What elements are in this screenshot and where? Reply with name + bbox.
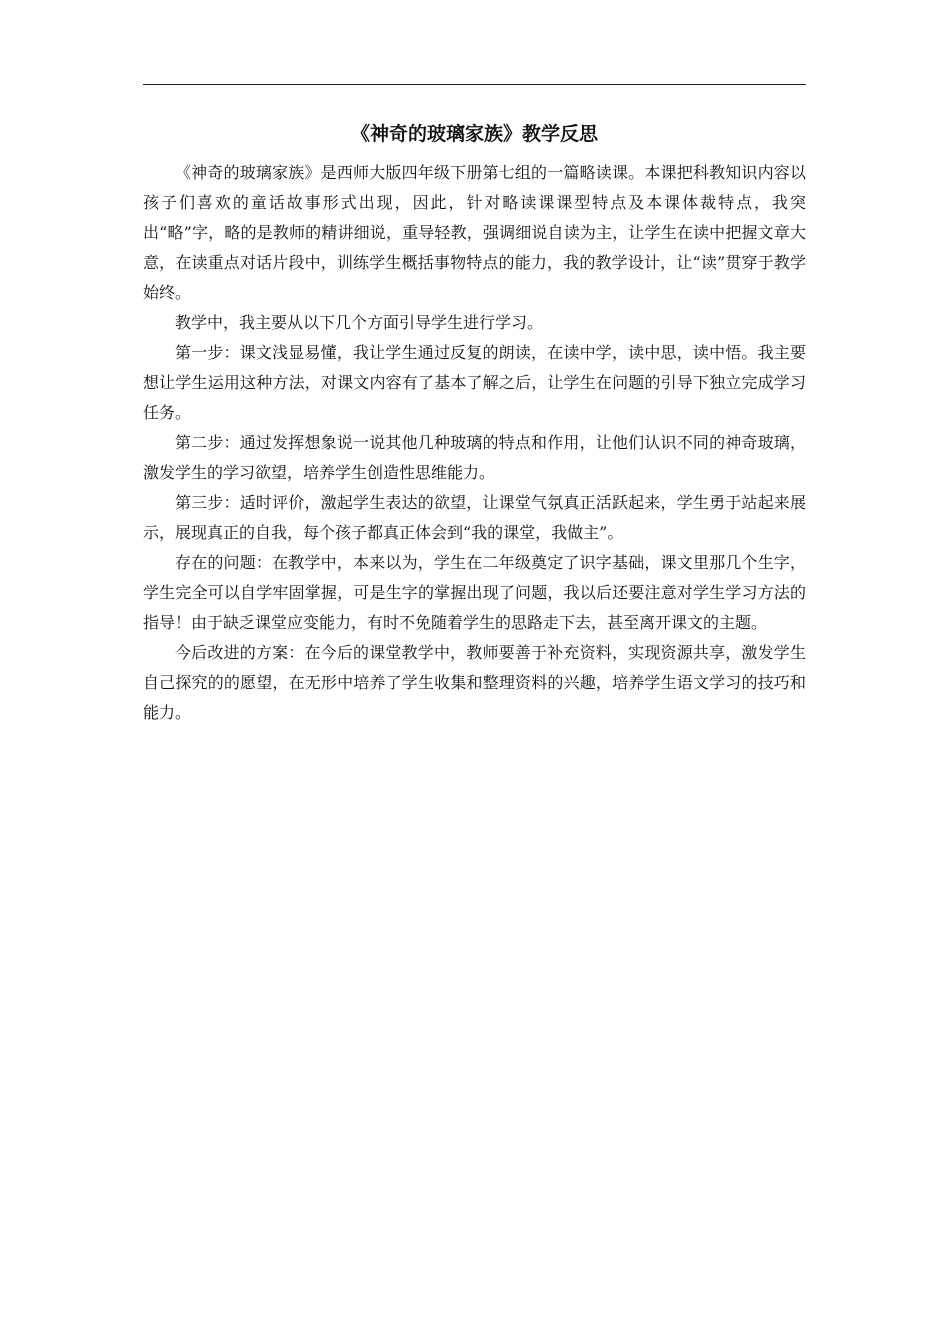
paragraph-step-two: 第二步：通过发挥想象说一说其他几种玻璃的特点和作用，让他们认识不同的神奇玻璃，激发学生的学习欲望，培养学生创造性思维能力。 [143,433,806,482]
header-rule [143,84,806,85]
document-body [143,158,806,728]
document-title: 《神奇的玻璃家族》教学反思 [350,123,598,145]
paragraph-overview: 教学中，我主要从以下几个方面引导学生进行学习。 [175,313,544,332]
paragraph-problems: 存在的问题：在教学中，本来以为，学生在二年级奠定了识字基础，课文里那几个生字，学生完全可以自学牢固掌握，可是生字的掌握出现了问题，我以后还要注意对学生学习方法的指导！由于缺乏课堂应变能力，有时不免随着学生的思路走下去，甚至离开课文的主题。 [143,553,806,632]
paragraph-step-three: 第三步：适时评价，激起学生表达的欲望，让课堂气氛真正活跃起来，学生勇于站起来展示，展现真正的自我，每个孩子都真正体会到“我的课堂，我做主”。 [143,493,806,542]
paragraph-improvements: 今后改进的方案：在今后的课堂教学中，教师要善于补充资料，实现资源共享，激发学生自己探究的的愿望，在无形中培养了学生收集和整理资料的兴趣，培养学生语文学习的技巧和能力。 [143,643,806,722]
paragraph-step-one: 第一步：课文浅显易懂，我让学生通过反复的朗读，在读中学，读中思，读中悟。我主要想让学生运用这种方法，对课文内容有了基本了解之后，让学生在问题的引导下独立完成学习任务。 [143,343,806,422]
paragraph-intro: 《神奇的玻璃家族》是西师大版四年级下册第七组的一篇略读课。本课把科教知识内容以孩子们喜欢的童话故事形式出现，因此，针对略读课课型特点及本课体裁特点，我突出“略”字，略的是教师的精讲细说，重导轻教，强调细说自读为主，让学生在读中把握文章大意，在读重点对话片段中，训练学生概括事物特点的能力，我的教学设计，让“读”贯穿于教学始终。 [143,163,806,302]
